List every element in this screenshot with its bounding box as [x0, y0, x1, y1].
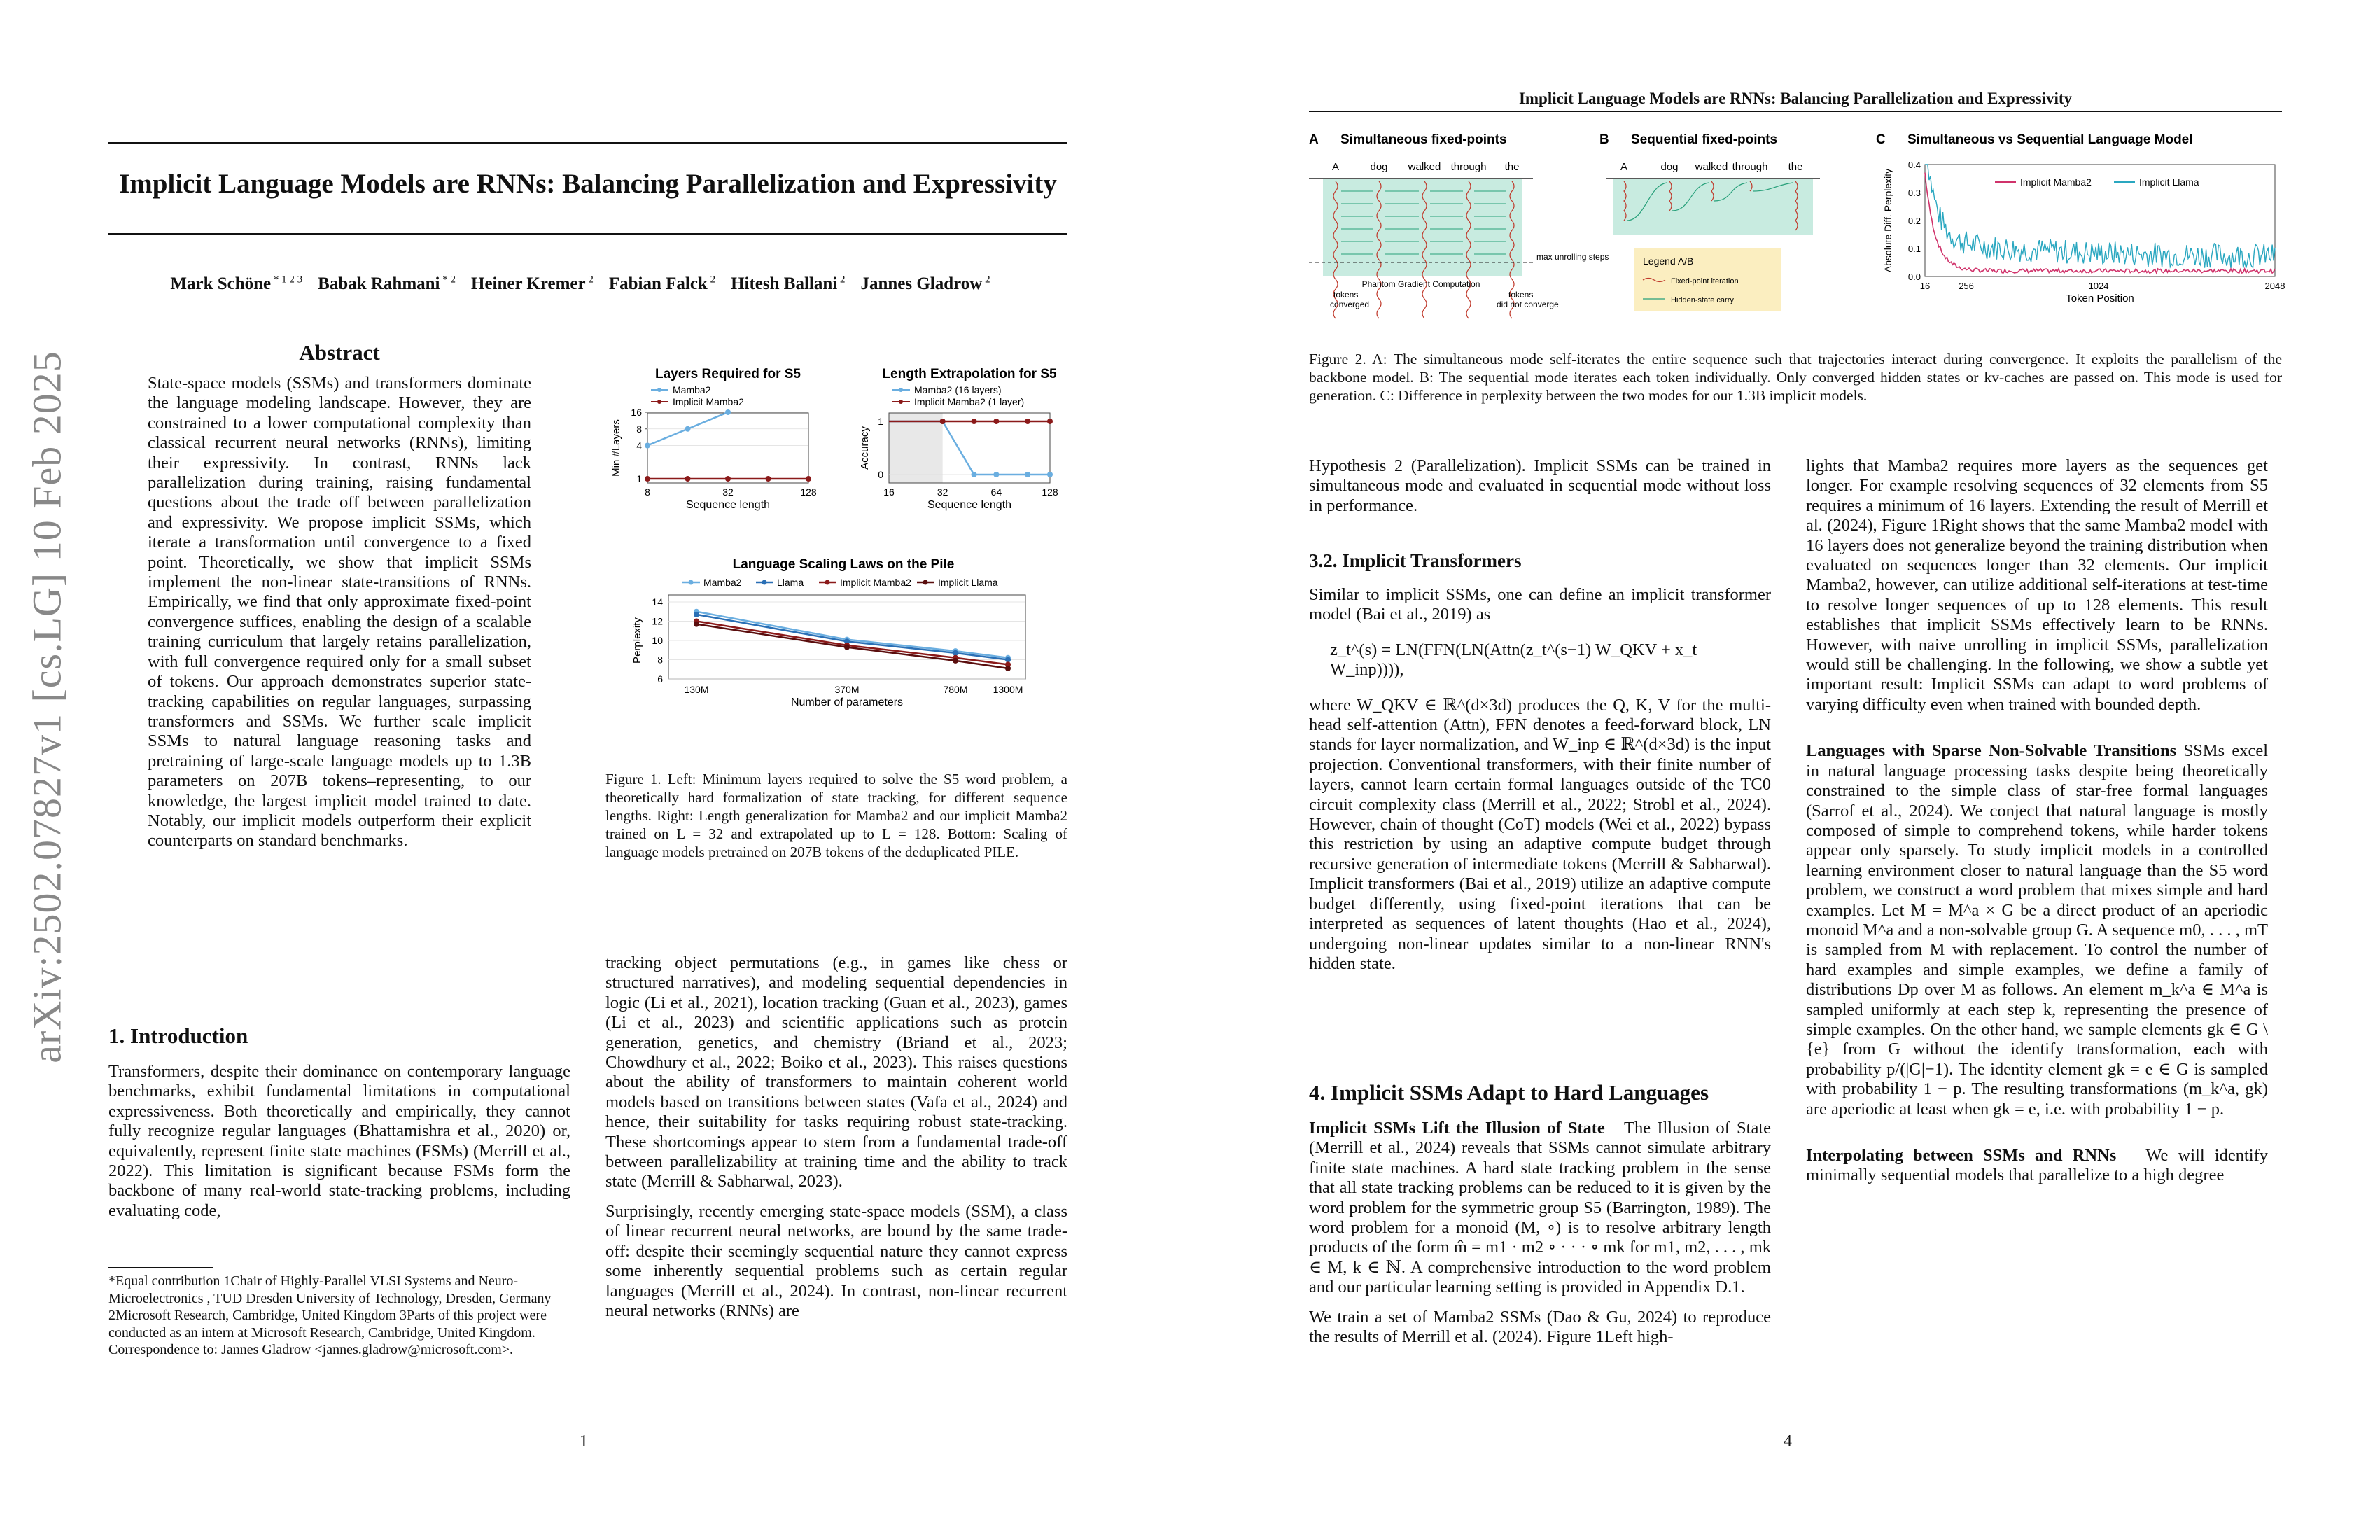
- data-point: [1025, 419, 1030, 424]
- tick-label: 6: [657, 673, 663, 685]
- section-4-text: [1309, 1119, 1771, 1347]
- tick-label: 8: [657, 654, 663, 666]
- author-affiliation: 2: [982, 274, 990, 286]
- data-point: [685, 426, 691, 432]
- tick-label: 16: [631, 407, 642, 418]
- intro-paragraph: Transformers, despite their dominance on contemporary language benchmarks, exhibit fundamental limitations in computational expressiveness. Both theoretically and empirically, they cannot fully recognize regular languages (Bhattamishra et al., 2020) or, equivalently, represent finite state machines (FSMs) (Merrill et al., 2022). This limitation is significant because FSMs form the backbone of many real-world state-tracking problems, including evaluating code,: [108, 1062, 570, 1220]
- col4-lead-2: Languages with Sparse Non-Solvable Transitions: [1806, 741, 2177, 761]
- series-line: [696, 612, 1008, 658]
- legend-label: Llama: [777, 577, 804, 588]
- section-4-paragraph-1: The Illusion of State (Merrill et al., 2024) reveals that SSMs cannot simulate arbitrary finite state machines. A hard state tracking problem in the sense that all state tracking problems can be reduced to it is given by the word problem for the symmetric group S5 (Barrington, 1989). The word problem for a monoid (M, ∘) is to resolve arbitrary length products of the form m̂ = m1 · m2 ∘ · · · ∘ mk for m1, m2, . . . , mk ∈ M, k ∈ ℕ. A comprehensive introduction to the word problem and our particular learning setting is provided in Appendix D.1.: [1309, 1119, 1772, 1297]
- legend-label: Mamba2: [673, 384, 711, 396]
- col4-paragraph-1: lights that Mamba2 requires more layers as the sequences get longer. For example resolving sequences of 32 elements from S5 requires a minimum of 16 layers. Extending the result of Merrill et al. (2024), Figure 1Right shows that the same Mamba2 model with 16 layers does not generalize beyond the training distribution when evaluated on sequences longer than 32 elements. Our implicit Mamba2, however, can utilize additional self-iterations at test-time to resolve longer sequences of up to 128 elements. This result establishes that implicit SSMs effectively learn to be RNNs. However, with naive unrolling in implicit SSMs, parallelization would still be challenging. In the following, we show a subtle yet important result: Implicit SSMs can adapt to word problems of varying difficulty even when trained with bounded depth.: [1806, 456, 2268, 714]
- annotation: max unrolling steps: [1536, 252, 1609, 262]
- figure-2: [1309, 122, 2286, 346]
- legend-label: Implicit Llama: [2139, 176, 2199, 188]
- tick-label: 8: [645, 486, 650, 498]
- panel-label: A: [1309, 132, 1319, 147]
- tick-label: 128: [1042, 486, 1058, 498]
- data-point: [1047, 472, 1053, 477]
- series-line: [696, 622, 1008, 665]
- footnote: *Equal contribution 1Chair of Highly-Parallel VLSI Systems and Neuro-Microelectronics , TUD Dresden University of Technology, Dresden, Germany 2Microsoft Research, Cambridge, United Kingdom 3Parts of this project were conducted as an intern at Microsoft Research, Cambridge, United Kingdom. Correspondence to: Jannes Gladrow <jannes.gladrow@microsoft.com>.: [108, 1273, 552, 1357]
- data-point: [844, 645, 850, 650]
- panel-title: Simultaneous fixed-points: [1340, 132, 1507, 147]
- axis-label: Perplexity: [631, 617, 643, 664]
- arxiv-id-text: arXiv:2502.07827v1 [cs.LG] 10 Feb 2025: [24, 351, 70, 1063]
- section-3-2-paragraph-1: Similar to implicit SSMs, one can define an implicit transformer model (Bai et al., 2019) as: [1309, 585, 1771, 624]
- token-label: dog: [1370, 161, 1388, 173]
- col4-paragraph-2: SSMs excel in natural language processing tasks despite being theoretically constrained to the simple class of star-free formal languages (Sarrof et al., 2024). We conject that natural language is mostly composed of simple to comprehend tokens, while harder tokens appear only sparsely. To study implicit models in a controlled learning environment closer to natural language than the S5 word problem, we construct a word problem that mixes simple and hard examples. Let M = M^a × G be a direct product of an aperiodic monoid M^a and a non-solvable group G. A sequence m0, . . . , mT is sampled from M with replacement. To control the number of hard examples and simple examples, we define a family of distributions Dp over M as follows. An element m_k^a ∈ M^a is sampled uniformly at each step k, representing the presence of simple examples. On the other hand, we sample elements gk ∈ G \ {e} from G without the identify transformation, each with probability p/(|G|−1). The identity element gk = e ∈ G is sampled with probability 1 − p. The resulting transformations (m_k^a, gk) are aperiodic at least when gk = e, i.e. with probability 1 − p.: [1806, 741, 2269, 1119]
- figure-1-charts: [606, 364, 1082, 728]
- author-affiliation: 2: [585, 274, 594, 286]
- legend-label: Implicit Mamba2: [673, 396, 744, 407]
- tick-label: 0.3: [1907, 188, 1921, 198]
- legend-title: Legend A/B: [1643, 255, 1694, 267]
- running-head: Implicit Language Models are RNNs: Balancing Parallelization and Expressivity: [1518, 90, 2073, 107]
- legend-marker: [689, 580, 694, 585]
- tick-label: 0.2: [1907, 216, 1921, 226]
- legend-marker: [657, 400, 662, 404]
- tick-label: 32: [722, 486, 734, 498]
- plot-frame: [1925, 164, 2275, 276]
- figure-2-caption: Figure 2. A: The simultaneous mode self-iterates the entire sequence such that trajectories interact during convergence. It exploits the parallelism of the backbone model. B: The sequential mode iterates each token individually. Only converged hidden states or kv-caches are passed on. This mode is used for generation. C: Difference in perplexity between the two modes for our 1.3B implicit models.: [1309, 351, 2282, 404]
- section-3-2-paragraph-2: where W_QKV ∈ ℝ^(d×3d) produces the Q, K, V for the multi-head self-attention (Attn), FFN denotes a feed-forward block, LN stands for layer normalization, and W_inp ∈ ℝ^(d×3d) is the input projection. Conventional transformers, with their finite number of layers, cannot learn certain formal languages outside of the TC0 circuit complexity class (Merrill et al., 2022; Strobl et al., 2024). However, chain of thought (CoT) models (Wei et al., 2022) bypass this restriction by using an adaptive compute budget through recursive generation of intermediate tokens (Merrill & Sabharwal). Implicit transformers (Bai et al., 2019) utilize an adaptive compute budget differently, using fixed-point iterations that can be interpreted as sequences of latent thoughts (Hao et al., 2024), undergoing non-linear updates similar to a non-linear RNN's hidden state.: [1309, 695, 1771, 973]
- abstract-text: [148, 374, 531, 851]
- abstract-heading: Abstract: [299, 340, 380, 365]
- legend-label: Implicit Mamba2: [840, 577, 911, 588]
- data-point: [725, 476, 731, 482]
- author-affiliation: 2: [707, 274, 716, 286]
- annotation: tokens: [1508, 290, 1534, 300]
- chart-title: Layers Required for S5: [654, 367, 802, 382]
- axis-label: Absolute Diff. Perplexity: [1882, 168, 1893, 273]
- panel-label: C: [1876, 132, 1886, 147]
- legend-marker: [899, 388, 903, 392]
- data-point: [972, 419, 977, 424]
- annotation: Phantom Gradient Computation: [1362, 279, 1480, 289]
- page-number-4: 4: [1784, 1432, 1792, 1450]
- tick-label: 8: [636, 423, 642, 435]
- legend-label: Mamba2: [704, 577, 742, 588]
- author-name: Jannes Gladrow $^2$: [860, 274, 990, 294]
- axis-label: Sequence length: [685, 499, 771, 511]
- tick-label: 14: [652, 596, 663, 608]
- annotation: converged: [1330, 300, 1370, 309]
- col2-paragraph-2: Surprisingly, recently emerging state-space models (SSM), a class of linear recurrent neural networks, are bound by the same trade-off: despite their seemingly sequential nature they cannot express some inherently sequential problems such as certain regular languages (Merrill et al., 2024). In contrast, non-linear recurrent neural networks (RNNs) are: [606, 1201, 1068, 1320]
- author-affiliation: 2: [837, 274, 846, 286]
- section-3-2-text: [1309, 585, 1771, 974]
- col4-text: [1806, 456, 2268, 1186]
- legend-label: Fixed-point iteration: [1671, 277, 1739, 286]
- legend-marker: [825, 580, 830, 585]
- data-point: [993, 419, 999, 424]
- hypothesis-paragraph: Hypothesis 2 (Parallelization). Implicit SSMs can be trained in simultaneous mode and evaluated in sequential mode without loss in performance.: [1309, 456, 1771, 515]
- author-affiliation: * 2: [440, 274, 456, 286]
- author-name: Babak Rahmani $^{* 2}$: [318, 274, 456, 294]
- col4-paragraph-3: We will identify minimally sequential models that parallelize to a high degree: [1806, 1146, 2269, 1185]
- author-name: Fabian Falck $^2$: [608, 274, 716, 294]
- tick-label: 12: [652, 615, 663, 627]
- data-point: [766, 476, 771, 482]
- token-label: through: [1450, 161, 1487, 173]
- tick-label: 10: [652, 635, 663, 646]
- chart-title: Language Scaling Laws on the Pile: [732, 557, 955, 572]
- tick-label: 1024: [2088, 281, 2109, 291]
- data-point: [694, 612, 699, 617]
- token-label: A: [1331, 161, 1340, 173]
- tick-label: 128: [800, 486, 817, 498]
- hypothesis-text: [1309, 456, 1771, 516]
- section-4-paragraph-2: We train a set of Mamba2 SSMs (Dao & Gu, 2024) to reproduce the results of Merrill et al. (2024). Figure 1Left high-: [1309, 1307, 1771, 1347]
- data-point: [993, 472, 999, 477]
- data-point: [953, 658, 958, 664]
- title-rule-top: [108, 142, 1068, 144]
- tick-label: 1300M: [993, 684, 1023, 695]
- tick-label: 780M: [943, 684, 968, 695]
- annotation: did not converge: [1497, 300, 1559, 309]
- panel-title: Sequential fixed-points: [1631, 132, 1778, 147]
- series-line-implicit-mamba2: [1925, 173, 2275, 273]
- tick-label: 2048: [2264, 281, 2286, 291]
- paper-title: Implicit Language Models are RNNs: Balancing Parallelization and Expressivity: [119, 169, 1057, 199]
- data-point: [972, 472, 977, 477]
- section-3-2-heading: 3.2. Implicit Transformers: [1309, 550, 1522, 571]
- section-4-heading: 4. Implicit SSMs Adapt to Hard Languages: [1309, 1080, 1709, 1105]
- axis-label: Accuracy: [859, 426, 871, 470]
- data-point: [694, 622, 699, 627]
- token-label: the: [1504, 161, 1520, 173]
- axis-label: Token Position: [2066, 293, 2134, 304]
- data-point: [1047, 419, 1053, 424]
- panel-title: Simultaneous vs Sequential Language Model: [1907, 132, 2193, 147]
- col2-paragraph-1: tracking object permutations (e.g., in games like chess or structured narratives), and modeling sequential dependencies in logic (Li et al., 2021), location tracking (Guan et al., 2023), games (Li et al., 2023) and scientific applications such as protein generation, genetics, and chemistry (Briand et al., 2023; Chowdhury et al., 2022; Boiko et al., 2023). This raises questions about the ability of transformers to maintain coherent world models based on transitions between states (Vafa et al., 2024) and hence, their suitability for tasks requiring robust state-tracking. These shortcomings appear to stem from a fundamental trade-off between parallelizability at training time and the ability to track state (Merrill & Sabharwal, 2023).: [606, 953, 1068, 1191]
- tick-label: 0.4: [1907, 160, 1921, 170]
- training-region-shade: [889, 413, 943, 483]
- series-line-implicit-llama: [1925, 164, 2275, 268]
- tick-label: 0.1: [1907, 244, 1921, 254]
- page-number-1: 1: [580, 1432, 588, 1450]
- token-label: dog: [1660, 161, 1679, 173]
- data-point: [645, 443, 650, 449]
- legend-label: Implicit Mamba2 (1 layer): [914, 396, 1025, 407]
- tick-label: 16: [883, 486, 895, 498]
- data-point: [725, 410, 731, 415]
- annotation: tokens: [1334, 290, 1359, 300]
- axis-label: Number of parameters: [790, 696, 904, 708]
- data-point: [1005, 657, 1011, 663]
- title-rule-bottom: [108, 233, 1068, 234]
- tick-label: 0.0: [1907, 272, 1921, 282]
- plot-frame: [648, 413, 808, 483]
- footnote-rule: [108, 1267, 214, 1268]
- tick-label: 1: [636, 473, 642, 484]
- legend-label: Implicit Mamba2: [2020, 176, 2092, 188]
- legend-marker: [762, 580, 767, 585]
- author-name: Heiner Kremer $^2$: [471, 274, 594, 294]
- data-point: [806, 476, 811, 482]
- token-label: the: [1788, 161, 1803, 173]
- figure-1-caption: Figure 1. Left: Minimum layers required to solve the S5 word problem, a theoretically hard formalization of state tracking, for different sequence lengths. Right: Length generalization for Mamba2 and our implicit Mamba2 trained on L = 32 and extrapolated up to L = 128. Bottom: Scaling of language models pretrained on 207B tokens of the deduplicated PILE.: [606, 771, 1068, 860]
- legend-marker: [923, 580, 928, 585]
- data-point: [685, 476, 691, 482]
- token-label: A: [1620, 161, 1628, 173]
- tick-label: 256: [1959, 281, 1974, 291]
- author-list: [108, 274, 1068, 294]
- data-point: [953, 650, 958, 656]
- author-affiliation: * 1 2 3: [271, 274, 303, 286]
- axis-label: Sequence length: [927, 499, 1012, 511]
- tick-label: 16: [1919, 281, 1931, 291]
- data-point: [940, 419, 946, 424]
- author-name: Mark Schöne $^{* 1 2 3}$: [170, 274, 303, 294]
- abstract-paragraph: State-space models (SSMs) and transformers dominate the language modeling landscape. However, they are constrained to a lower computational complexity than classical recurrent neural networks (RNNs), limiting their expressivity. In contrast, RNNs lack parallelization during training, raising fundamental questions about the trade off between parallelization and expressivity. We propose implicit SSMs, which iterate a transformation until convergence to a fixed point. Theoretically, we show that implicit SSMs implement the non-linear state-transitions of RNNs. Empirically, we find that only approximate fixed-point convergence suffices, enabling the design of a scalable training curriculum that largely retains parallelization, with full convergence required only for a small subset of tokens. Our approach demonstrates superior state-tracking capabilities on regular languages, surpassing transformers and SSMs. We further scale implicit SSMs to natural language reasoning tasks and pretraining of large-scale language models up to 1.3B parameters on 207B tokens–representing, to our knowledge, the largest implicit model trained to date. Notably, our implicit models outperform their explicit counterparts on standard benchmarks.: [148, 374, 531, 850]
- page-4: [1190, 0, 2380, 1540]
- token-label: walked: [1695, 161, 1728, 173]
- chart-title: Length Extrapolation for S5: [882, 367, 1057, 382]
- intro-heading: 1. Introduction: [108, 1023, 248, 1048]
- tick-label: 4: [636, 440, 642, 451]
- col4-lead-3: Interpolating between SSMs and RNNs: [1806, 1146, 2117, 1165]
- tick-label: 0: [878, 469, 883, 480]
- tick-label: 370M: [834, 684, 860, 695]
- tick-label: 1: [878, 416, 883, 427]
- intro-text: [108, 1062, 570, 1221]
- section-4-lead: Implicit SSMs Lift the Illusion of State: [1309, 1119, 1605, 1138]
- arxiv-stamp: [15, 351, 78, 1063]
- legend-label: Implicit Llama: [938, 577, 998, 588]
- data-point: [1005, 666, 1011, 671]
- legend-marker: [899, 400, 903, 404]
- equation: z_t^(s) = LN(FFN(LN(Attn(z_t^(s−1) W_QKV + x_t W_inp)))),: [1330, 640, 1698, 680]
- tick-label: 130M: [684, 684, 709, 695]
- legend-marker: [657, 388, 662, 392]
- token-label: walked: [1408, 161, 1441, 173]
- legend-label: Mamba2 (16 layers): [914, 384, 1002, 396]
- tick-label: 64: [990, 486, 1002, 498]
- author-name: Hitesh Ballani $^2$: [731, 274, 846, 294]
- token-label: through: [1732, 161, 1768, 173]
- panel-label: B: [1600, 132, 1609, 147]
- data-point: [1025, 472, 1030, 477]
- col2-text: [606, 953, 1068, 1321]
- legend-label: Hidden-state carry: [1671, 296, 1734, 304]
- data-point: [645, 476, 650, 482]
- tick-label: 32: [937, 486, 948, 498]
- running-head-rule: [1309, 111, 2282, 112]
- axis-label: Min #Layers: [610, 419, 622, 477]
